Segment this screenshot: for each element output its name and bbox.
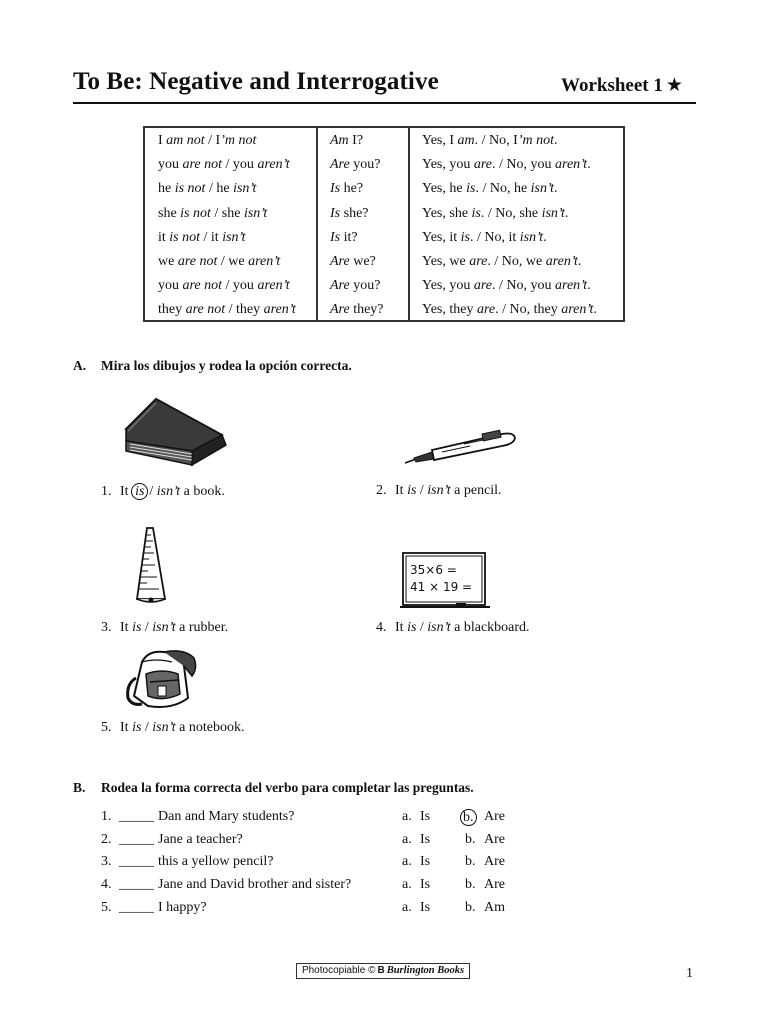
verb-form: aren’t xyxy=(555,278,588,294)
text-segment: . / No, you xyxy=(492,157,556,173)
negative-form-cell xyxy=(158,202,267,226)
item-text: a blackboard. xyxy=(450,620,530,635)
text-segment: / you xyxy=(222,278,258,294)
text-segment: Yes, I xyxy=(422,133,458,148)
burlington-logo: B xyxy=(377,965,385,976)
text-segment: Yes, you xyxy=(422,278,474,294)
verb-form: are xyxy=(473,278,493,294)
item-text: It xyxy=(120,720,133,735)
short-answer-cell xyxy=(422,298,597,322)
verb-form: Is xyxy=(330,181,341,197)
text-segment: . xyxy=(543,229,547,245)
text-segment: . / No, you xyxy=(492,278,556,294)
verb-form: is xyxy=(466,181,476,197)
verb-form: are xyxy=(476,302,496,318)
text-segment: . / No, I xyxy=(474,133,518,148)
question-text: I happy? xyxy=(158,899,207,915)
option-separator: / xyxy=(149,484,157,499)
item-number: 4. xyxy=(376,620,387,635)
verb-form: is not xyxy=(180,205,211,221)
board-line-1: 35×6 = xyxy=(410,563,457,577)
verb-form: aren’t xyxy=(248,254,281,269)
question-number: 3. xyxy=(101,854,112,870)
option-isnt[interactable]: isn’t xyxy=(156,484,181,499)
item-number: 2. xyxy=(376,483,387,498)
text-segment: . xyxy=(593,302,597,318)
verb-form: am not xyxy=(166,133,205,148)
verb-form: aren’t xyxy=(555,157,588,173)
board-line-2: 41 × 19 = xyxy=(410,580,473,594)
verb-form: isn’t xyxy=(243,205,268,221)
question-form-cell xyxy=(330,177,363,201)
blackboard-picture xyxy=(400,551,490,611)
option-a-label: a. xyxy=(402,809,412,824)
option-a-label: a. xyxy=(402,831,412,847)
option-is[interactable]: is xyxy=(407,483,417,498)
item-text: It xyxy=(395,483,408,498)
option-a-label: a. xyxy=(402,877,412,893)
verb-form: are not xyxy=(182,278,223,294)
text-segment: / she xyxy=(210,205,244,221)
section-a-item xyxy=(101,720,244,736)
question-form-cell xyxy=(330,250,376,274)
table-row xyxy=(145,153,623,177)
book-picture xyxy=(122,395,230,467)
question-text: Jane and David brother and sister? xyxy=(158,877,352,893)
text-segment: you xyxy=(158,157,183,173)
verb-form: is xyxy=(471,205,481,221)
item-text: It xyxy=(120,620,133,635)
text-segment: it xyxy=(158,229,170,245)
worksheet-label xyxy=(561,74,683,97)
verb-form: isn’t xyxy=(530,181,554,197)
short-answer-cell xyxy=(422,226,547,250)
option-is[interactable]: is xyxy=(407,620,417,635)
item-text: a notebook. xyxy=(175,720,245,735)
option-isnt[interactable]: isn’t xyxy=(152,620,176,635)
option-a-label: a. xyxy=(402,854,412,870)
verb-form: isn’t xyxy=(519,229,544,245)
option-b-label: b. xyxy=(460,809,477,826)
item-number: 3. xyxy=(101,620,112,635)
table-row xyxy=(145,250,623,274)
verb-form: ’m not xyxy=(517,133,555,148)
short-answer-cell xyxy=(422,177,558,201)
verb-form: am xyxy=(457,133,475,148)
option-is[interactable]: is xyxy=(132,620,142,635)
pen-picture xyxy=(402,428,520,468)
verb-form: isn’t xyxy=(233,181,257,197)
option-separator: / xyxy=(141,620,153,635)
verb-form: Are xyxy=(330,157,350,173)
verb-form: Is xyxy=(330,229,341,245)
option-a[interactable]: Is xyxy=(420,877,431,893)
short-answer-cell xyxy=(422,129,558,153)
text-segment: she? xyxy=(340,205,369,221)
negative-form-cell xyxy=(158,298,296,322)
option-b-label: b. xyxy=(465,854,476,870)
option-b-label: b. xyxy=(465,899,476,915)
option-a[interactable]: Is xyxy=(420,854,431,870)
section-a-letter: A. xyxy=(73,358,87,373)
table-row xyxy=(145,298,623,322)
option-isnt[interactable]: isn’t xyxy=(427,483,451,498)
ruler-picture xyxy=(133,525,173,607)
text-segment: . / No, it xyxy=(470,229,520,245)
verb-form: are xyxy=(473,157,493,173)
table-row xyxy=(145,226,623,250)
table-row xyxy=(145,177,623,201)
verb-form: are xyxy=(469,254,488,269)
negative-form-cell xyxy=(158,153,290,177)
text-segment: / they xyxy=(225,302,264,318)
question-form-cell xyxy=(330,274,380,298)
question-form-cell xyxy=(330,226,358,250)
verb-form: ’m not xyxy=(220,133,257,148)
section-a-item xyxy=(101,483,225,500)
short-answer-cell xyxy=(422,202,568,226)
option-b[interactable]: Are xyxy=(484,831,505,847)
question-form-cell xyxy=(330,129,363,153)
verb-form: aren’t xyxy=(545,254,578,269)
answer-blank[interactable]: _____ xyxy=(119,854,154,870)
text-segment: Yes, she xyxy=(422,205,472,221)
verb-form: are not xyxy=(185,302,226,318)
item-number: 5. xyxy=(101,720,112,735)
text-segment: / you xyxy=(222,157,258,173)
negative-form-cell xyxy=(158,274,290,298)
option-a[interactable]: Is xyxy=(420,809,431,824)
item-text: It xyxy=(395,620,408,635)
answer-blank[interactable]: _____ xyxy=(119,877,154,893)
verb-form: is not xyxy=(169,229,201,245)
text-segment: . xyxy=(554,181,558,197)
negative-form-cell xyxy=(158,129,256,153)
verb-form: Is xyxy=(330,205,341,221)
text-segment: . xyxy=(587,157,591,173)
text-segment: it? xyxy=(340,229,358,245)
short-answer-cell xyxy=(422,274,591,298)
item-number: 1. xyxy=(101,484,112,499)
option-a-label: a. xyxy=(402,899,412,915)
text-segment: . / No, she xyxy=(480,205,542,221)
text-segment: . / No, they xyxy=(495,302,562,318)
option-is[interactable]: is xyxy=(132,720,142,735)
item-text: a book. xyxy=(180,484,225,499)
negative-form-cell xyxy=(158,226,246,250)
table-row xyxy=(145,129,623,153)
option-a[interactable]: Is xyxy=(420,831,431,847)
option-separator: / xyxy=(416,620,428,635)
text-segment: / it xyxy=(200,229,223,245)
option-b-label: b. xyxy=(465,831,476,847)
question-form-cell xyxy=(330,153,380,177)
verb-form: isn’t xyxy=(541,205,565,221)
verb-form: are not xyxy=(182,157,223,173)
option-b[interactable]: Am xyxy=(484,899,505,915)
text-segment: Yes, we xyxy=(422,254,470,269)
item-text: a pencil. xyxy=(450,483,502,498)
short-answer-cell xyxy=(422,250,581,274)
question-text: this a yellow pencil? xyxy=(158,854,274,870)
text-segment: . xyxy=(564,205,569,221)
text-segment: / he xyxy=(205,181,234,197)
question-number: 4. xyxy=(101,877,112,893)
section-b-instruction: Rodea la forma correcta del verbo para completar las preguntas. xyxy=(101,780,474,795)
photocopiable-text: Photocopiable © xyxy=(301,965,376,976)
text-segment: you? xyxy=(349,278,381,294)
option-b[interactable]: Are xyxy=(484,809,505,824)
verb-form: Are xyxy=(330,302,350,318)
text-segment: . xyxy=(587,278,591,294)
text-segment: . xyxy=(577,254,582,269)
verb-form: aren’t xyxy=(561,302,594,318)
photocopiable-notice xyxy=(296,963,470,979)
question-text: Jane a teacher? xyxy=(158,831,243,847)
item-text: a rubber. xyxy=(175,620,229,635)
backpack-picture xyxy=(122,648,200,712)
option-isnt[interactable]: isn’t xyxy=(427,620,451,635)
section-a-item xyxy=(101,620,228,636)
question-form-cell xyxy=(330,298,384,322)
worksheet-number: Worksheet 1 xyxy=(561,75,663,96)
table-row xyxy=(145,202,623,226)
verb-form: Are xyxy=(330,254,350,269)
verb-form: aren’t xyxy=(257,278,290,294)
verb-form: aren’t xyxy=(257,157,290,173)
section-a-item xyxy=(376,620,530,636)
text-segment: Yes, you xyxy=(422,157,474,173)
question-number: 2. xyxy=(101,831,112,847)
page-number: 1 xyxy=(686,966,693,981)
question-form-cell xyxy=(330,202,369,226)
option-a[interactable]: Is xyxy=(420,899,431,915)
text-segment: . / No, we xyxy=(487,254,546,269)
option-b[interactable]: Are xyxy=(484,854,505,870)
item-text: It xyxy=(120,484,133,499)
answer-blank[interactable]: _____ xyxy=(119,899,154,915)
text-segment: we xyxy=(158,254,178,269)
section-a-item xyxy=(376,483,502,499)
negative-form-cell xyxy=(158,250,280,274)
section-b-letter: B. xyxy=(73,780,86,795)
option-isnt[interactable]: isn’t xyxy=(152,720,176,735)
text-segment: . xyxy=(554,133,558,148)
negative-form-cell xyxy=(158,177,256,201)
verb-form: are not xyxy=(177,254,218,269)
option-b[interactable]: Are xyxy=(484,877,505,893)
text-segment: we? xyxy=(349,254,376,269)
text-segment: they? xyxy=(349,302,384,318)
option-separator: / xyxy=(416,483,428,498)
verb-form: Am xyxy=(330,133,349,148)
answer-blank[interactable]: _____ xyxy=(119,831,154,847)
text-segment: Yes, they xyxy=(422,302,477,318)
short-answer-cell xyxy=(422,153,591,177)
text-segment: you? xyxy=(349,157,381,173)
title-underline xyxy=(73,102,696,104)
answer-blank[interactable]: _____ xyxy=(119,809,154,824)
question-number: 1. xyxy=(101,809,112,824)
text-segment: Yes, he xyxy=(422,181,467,197)
text-segment: / we xyxy=(217,254,249,269)
verb-form: is xyxy=(460,229,470,245)
option-b-label: b. xyxy=(465,877,476,893)
publisher-name: Burlington Books xyxy=(386,965,465,976)
star-icon: ★ xyxy=(665,74,683,96)
text-segment: he? xyxy=(340,181,364,197)
text-segment: he xyxy=(158,181,175,197)
section-a-instruction: Mira los dibujos y rodea la opción correcta. xyxy=(101,358,352,373)
question-text: Dan and Mary students? xyxy=(158,809,295,824)
verb-form: aren’t xyxy=(263,302,296,318)
text-segment: they xyxy=(158,302,186,318)
text-segment: / I xyxy=(204,133,221,148)
conjugation-table xyxy=(143,126,625,322)
page-title: To Be: Negative and Interrogative xyxy=(73,68,439,95)
text-segment: she xyxy=(158,205,181,221)
text-segment: Yes, it xyxy=(422,229,461,245)
option-separator: / xyxy=(141,720,153,735)
verb-form: Are xyxy=(330,278,350,294)
verb-form: isn’t xyxy=(222,229,246,245)
verb-form: is not xyxy=(174,181,206,197)
text-segment: I xyxy=(158,133,167,148)
text-segment: I? xyxy=(348,133,364,148)
text-segment: you xyxy=(158,278,183,294)
text-segment: . / No, he xyxy=(475,181,531,197)
question-number: 5. xyxy=(101,899,112,915)
option-is[interactable]: is xyxy=(131,483,148,500)
table-row xyxy=(145,274,623,298)
